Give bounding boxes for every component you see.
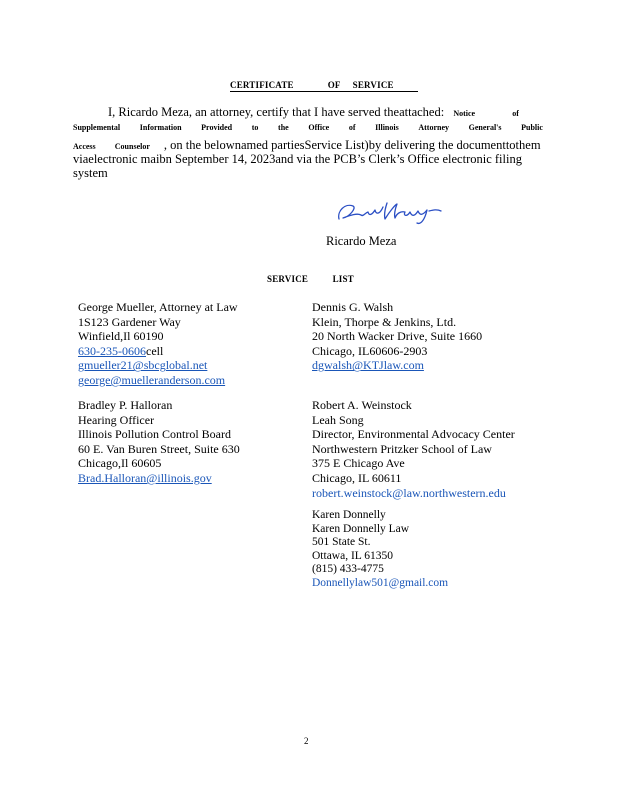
- page-number: 2: [304, 736, 309, 746]
- contact-address: 1S123 Gardener Way: [78, 314, 181, 329]
- overlap-text: tothem: [505, 138, 541, 152]
- contact-phone-line: [78, 344, 238, 359]
- title-word-certificate: CERTIFICATE: [230, 80, 322, 92]
- contact-name: Bradley P. Halloran: [78, 398, 173, 412]
- doc-word: Supplemental: [73, 123, 121, 132]
- doc-word-of: of: [512, 109, 519, 118]
- email-link[interactable]: dgwalsh@KTJlaw.com: [312, 358, 424, 373]
- email-link[interactable]: george@muelleranderson.com: [78, 372, 226, 387]
- service-list-word-1: SERVICE: [267, 274, 309, 284]
- doc-word: Public: [521, 123, 543, 132]
- phone-link[interactable]: 630-235-0606: [78, 343, 146, 358]
- contact-org: Illinois Pollution Control Board: [78, 427, 232, 442]
- doc-word: of: [348, 123, 356, 132]
- contact-weinstock: [312, 398, 515, 500]
- contact-city: Chicago,Il 60605: [78, 456, 162, 471]
- contact-org: Northwestern Pritzker School of Law: [312, 441, 492, 456]
- doc-word: Counselor: [114, 142, 150, 151]
- contact-role: Hearing Officer: [78, 412, 155, 427]
- contact-address: 20 North Wacker Drive, Suite 1660: [312, 329, 483, 344]
- contact-city: Chicago, IL60606-2903: [312, 343, 428, 358]
- contact-name: Robert A. Weinstock: [312, 398, 412, 412]
- email-link[interactable]: robert.weinstock@law.northwestern.edu: [312, 485, 506, 500]
- contact-address: 375 E Chicago Ave: [312, 456, 405, 471]
- signature-scribble: [335, 197, 445, 229]
- certificate-title: [230, 80, 418, 92]
- email-link[interactable]: gmueller21@sbcglobal.net: [78, 358, 208, 373]
- contact-address: 501 State St.: [312, 536, 371, 548]
- doc-word: to: [251, 123, 259, 132]
- contact-city: Ottawa, IL 61350: [312, 549, 394, 562]
- doc-word: Information: [139, 123, 182, 132]
- contact-city: Winfield,Il 60190: [78, 329, 164, 344]
- contact-name: George Mueller, Attorney at Law: [78, 300, 238, 314]
- title-word-of: OF: [322, 80, 353, 92]
- contact-role: Director, Environmental Advocacy Center: [312, 427, 515, 442]
- certify-text: I, Ricardo Meza, an attorney, certify that I have served theattached:: [108, 105, 445, 119]
- doc-word: Illinois: [375, 123, 399, 132]
- document-title-line: [73, 123, 543, 132]
- contact-name: Dennis G. Walsh: [312, 300, 394, 314]
- doc-word: Attorney: [418, 123, 449, 132]
- doc-word: Access: [73, 142, 96, 151]
- contact-firm: Klein, Thorpe & Jenkins, Ltd.: [312, 314, 457, 329]
- signer-name: Ricardo Meza: [326, 234, 397, 248]
- email-link[interactable]: Brad.Halloran@illinois.gov: [78, 470, 212, 485]
- certificate-line-1: [108, 105, 519, 121]
- contact-firm: Karen Donnelly Law: [312, 522, 410, 535]
- contact-phone: (815) 433-4775: [312, 563, 384, 575]
- title-word-service: SERVICE: [353, 80, 418, 92]
- doc-word: the: [278, 123, 289, 132]
- phone-suffix: cell: [146, 343, 164, 358]
- contact-halloran: [78, 398, 240, 486]
- service-method-text: , on the belownamed partiesService List)by delivering the document: [163, 138, 506, 152]
- contact-city: Chicago, IL 60611: [312, 470, 402, 485]
- certificate-line-5: system: [73, 166, 108, 180]
- contact-name: Karen Donnelly: [312, 509, 386, 521]
- contact-walsh: [312, 300, 482, 373]
- contact-address: 60 E. Van Buren Street, Suite 630: [78, 441, 240, 456]
- contact-mueller: [78, 300, 238, 388]
- signature: [335, 197, 445, 234]
- email-link[interactable]: Donnellylaw501@gmail.com: [312, 576, 449, 589]
- contact-name-2: Leah Song: [312, 412, 364, 427]
- contact-donnelly: [312, 509, 448, 590]
- doc-word: Provided: [201, 123, 233, 132]
- certificate-line-4: viaelectronic maibn September 14, 2023and via the PCB’s Clerk’s Office electronic filing: [73, 152, 522, 166]
- doc-word-notice: Notice: [453, 109, 476, 118]
- service-list-title: [267, 274, 354, 284]
- doc-word: Office: [308, 123, 330, 132]
- doc-word: General's: [468, 123, 502, 132]
- service-list-word-2: LIST: [332, 274, 354, 284]
